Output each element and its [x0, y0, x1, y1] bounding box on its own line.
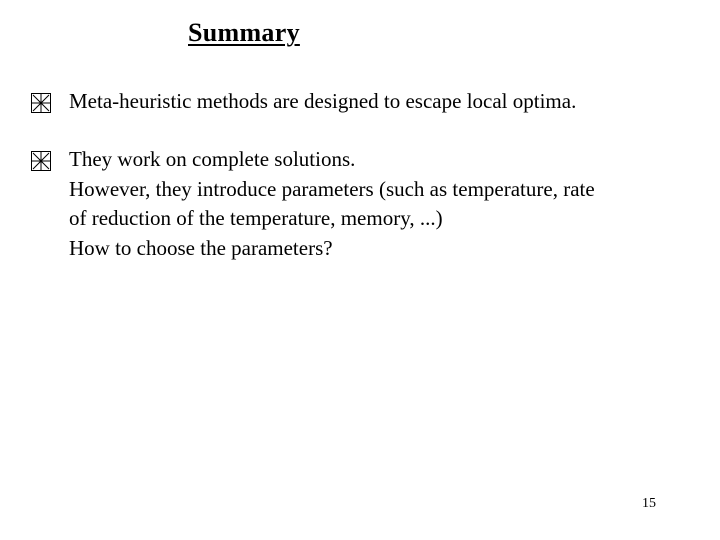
- bullet-line: How to choose the parameters?: [69, 235, 333, 260]
- bullet-text: [69, 145, 595, 263]
- asterisk-box-bullet-icon: [30, 92, 52, 114]
- bullet-line: of reduction of the temperature, memory, ...): [69, 206, 443, 230]
- bullet-text: [69, 87, 576, 117]
- bullet-line: Meta-heuristic methods are designed to escape local optima.: [69, 89, 577, 113]
- asterisk-box-bullet-icon: [30, 150, 52, 172]
- bullet-line: However, they introduce parameters (such as temperature, rate: [69, 176, 595, 201]
- slide-title: Summary: [188, 18, 300, 47]
- page-number: 15: [642, 496, 656, 511]
- bullet-line: They work on complete solutions.: [69, 147, 356, 171]
